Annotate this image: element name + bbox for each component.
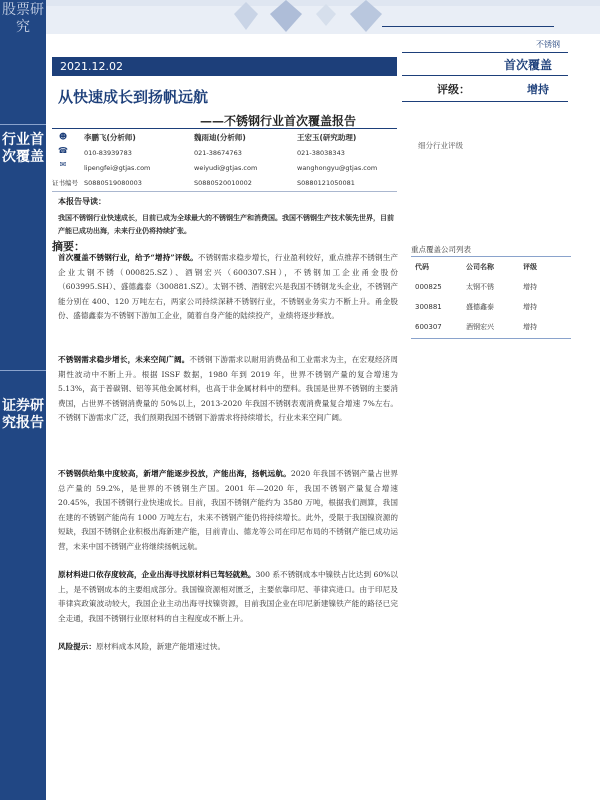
page-subtitle: ——不锈钢行业首次覆盖报告: [200, 114, 357, 128]
header-cell: 公司名称: [466, 263, 494, 271]
table-cell: 增持: [523, 303, 537, 311]
page-title: 从快速成长到扬帆远航: [58, 88, 209, 106]
banner-rule: [382, 26, 554, 27]
analyst-name: 王宏玉(研究助理): [297, 133, 357, 142]
rating-value: 增持: [527, 83, 549, 96]
paragraph-lead: 风险提示：: [58, 642, 96, 651]
table-cell: 盛德鑫泰: [466, 303, 494, 311]
top-banner: [46, 0, 600, 34]
sidebar-report-label: 证券研究报告: [2, 398, 44, 431]
paragraph-lead: 原材料进口依存度较高，企业出海寻找原材料已驾轻就熟。: [58, 570, 256, 579]
sidebar-category-label: 行业首次覆盖: [2, 132, 44, 165]
sidebar-divider: [0, 370, 46, 371]
email-icon: ✉: [59, 160, 67, 169]
cert-label: 证书编号: [52, 179, 78, 187]
paragraph-body: 2020 年我国不锈钢产量占世界总产量的 59.2%，是世界的不锈钢生产国。2001 年—2020 年，我国不锈钢产量复合增速 20.45%，我国不锈钢行业快速成长。目前，我国不锈钢产能约为 3580 万吨，根据我们测算，我国在建的不锈钢产能尚有 1000 万吨左右，未来不锈钢产能仍将持续增长。此外，受限于我国镍资源的短缺，我国不锈钢企业积极出海新建产能，目前青山、德龙等公司在印尼布局的不锈钢产能已成功运营，未来中国不锈钢产业将继续扬帆远航。: [58, 469, 398, 551]
coverage-rule: [411, 338, 571, 339]
table-row: [411, 277, 571, 297]
analyst-cert: S0880121050081: [297, 179, 355, 187]
coverage-title: 重点覆盖公司列表: [411, 245, 471, 254]
analyst-phone: 021-38674763: [194, 149, 242, 157]
abstract-heading: 摘要：: [52, 240, 85, 253]
report-date: 2021.12.02: [52, 57, 397, 76]
paragraph-lead: 不锈钢供给集中度较高，新增产能逐步投放，产能出海，扬帆远航。: [58, 469, 291, 478]
paragraph-body: 原材料成本风险，新建产能增速过快。: [95, 642, 226, 651]
analyst-card: [84, 132, 194, 194]
analyst-name: 李鹏飞(分析师): [84, 133, 136, 142]
cover-type: 首次覆盖: [504, 58, 553, 72]
sub-rating-label: 细分行业评级: [418, 141, 463, 150]
coverage-table: [411, 257, 571, 337]
analyst-cert: S0880519080003: [84, 179, 142, 187]
analyst-divider: [52, 191, 397, 192]
abstract-paragraph: [58, 568, 398, 626]
paragraph-body: 不锈钢需求稳步增长，行业盈利较好，重点推荐不锈钢生产企业太钢不锈（000825.SZ）、酒钢宏兴（600307.SH），不锈钢加工企业甬金股份（603995.SH）、盛德鑫泰（300881.SZ）。太钢不锈、酒钢宏兴是我国不锈钢龙头企业，不锈钢产能分别在 400、120 万吨左右，两家公司持续深耕不锈钢行业，不锈钢业务实力不断上升。甬金股份、盛德鑫泰为不锈钢下游加工企业，随着自身产能的陆续投产，业绩将逐步释放。: [58, 253, 398, 321]
analyst-icons: [52, 132, 74, 174]
risk-paragraph: [58, 640, 398, 655]
table-row: [411, 317, 571, 337]
panel-rule: [402, 52, 568, 53]
analyst-card: [194, 132, 304, 194]
title-divider: [52, 128, 397, 129]
table-header-row: [411, 257, 571, 277]
analyst-email[interactable]: weiyudi@gtjas.com: [194, 164, 258, 172]
analyst-phone: 010-83939783: [84, 149, 132, 157]
rating-label: 评级：: [437, 83, 470, 96]
industry-tag: 不锈钢: [536, 40, 560, 49]
analyst-name: 魏雨迪(分析师): [194, 133, 246, 142]
table-row: [411, 297, 571, 317]
sidebar-divider: [0, 124, 46, 125]
header-cell: 代码: [415, 263, 429, 271]
left-sidebar: [0, 0, 46, 800]
sidebar-top-label: 股票研究: [2, 2, 44, 35]
analyst-cert: S0880520010002: [194, 179, 252, 187]
table-cell: 酒钢宏兴: [466, 323, 494, 331]
paragraph-lead: 不锈钢需求稳步增长，未来空间广阔。: [58, 355, 190, 364]
phone-icon: ☎: [58, 146, 68, 155]
analyst-card: [297, 132, 407, 194]
abstract-paragraph: [58, 353, 398, 426]
table-cell: 000825: [415, 283, 442, 291]
table-cell: 太钢不锈: [466, 283, 494, 291]
abstract-paragraph: [58, 251, 398, 324]
table-cell: 300881: [415, 303, 442, 311]
table-cell: 增持: [523, 323, 537, 331]
table-cell: 600307: [415, 323, 442, 331]
analyst-email[interactable]: lipengfei@gtjas.com: [84, 164, 151, 172]
paragraph-body: 300 系不锈钢成本中镍铁占比达到 60%以上，是不锈钢成本的主要组成部分。我国镍资源相对匮乏，主要依靠印尼、菲律宾进口。由于印尼及菲律宾政策波动较大，我国企业主动出海寻找镍资源，目前我国企业在印尼新建镍铁产能的路径已完全走通，我国不锈钢行业原材料的自主程度或不断上升。: [58, 570, 398, 623]
diamond-decoration-icon: [226, 0, 406, 34]
panel-rule: [402, 101, 568, 102]
header-cell: 评级: [523, 263, 537, 271]
person-icon: ☻: [58, 132, 68, 141]
panel-rule: [402, 75, 568, 76]
analyst-email[interactable]: wanghongyu@gtjas.com: [297, 164, 378, 172]
guide-text: 我国不锈钢行业快速成长，目前已成为全球最大的不锈钢生产和消费国。我国不锈钢生产技术领先世界，目前产能已成功出海，未来行业仍将持续扩张。: [58, 213, 394, 235]
table-cell: 增持: [523, 283, 537, 291]
analyst-phone: 021-38038343: [297, 149, 345, 157]
abstract-paragraph: [58, 467, 398, 555]
guide-heading: 本报告导读：: [58, 196, 106, 206]
paragraph-body: 不锈钢下游需求以耐用消费品和工业需求为主，在宏观经济周期性波动中不断上升。根据 ISSF 数据，1980 年到 2019 年，世界不锈钢产量的复合增速为 5.13%，高于普碳钢、铝等其他金属材料，也高于非金属材料中的塑料。我国是世界不锈钢的主要消费国，占世界不锈钢消费量的 50%以上，2013-2020 年我国不锈钢表观消费量复合增速 7%左右。不锈钢下游需求广泛，我们预期我国不锈钢下游需求将持续增长，行业未来空间广阔。: [58, 355, 399, 423]
paragraph-lead: 首次覆盖不锈钢行业，给予“增持”评级。: [58, 253, 198, 262]
